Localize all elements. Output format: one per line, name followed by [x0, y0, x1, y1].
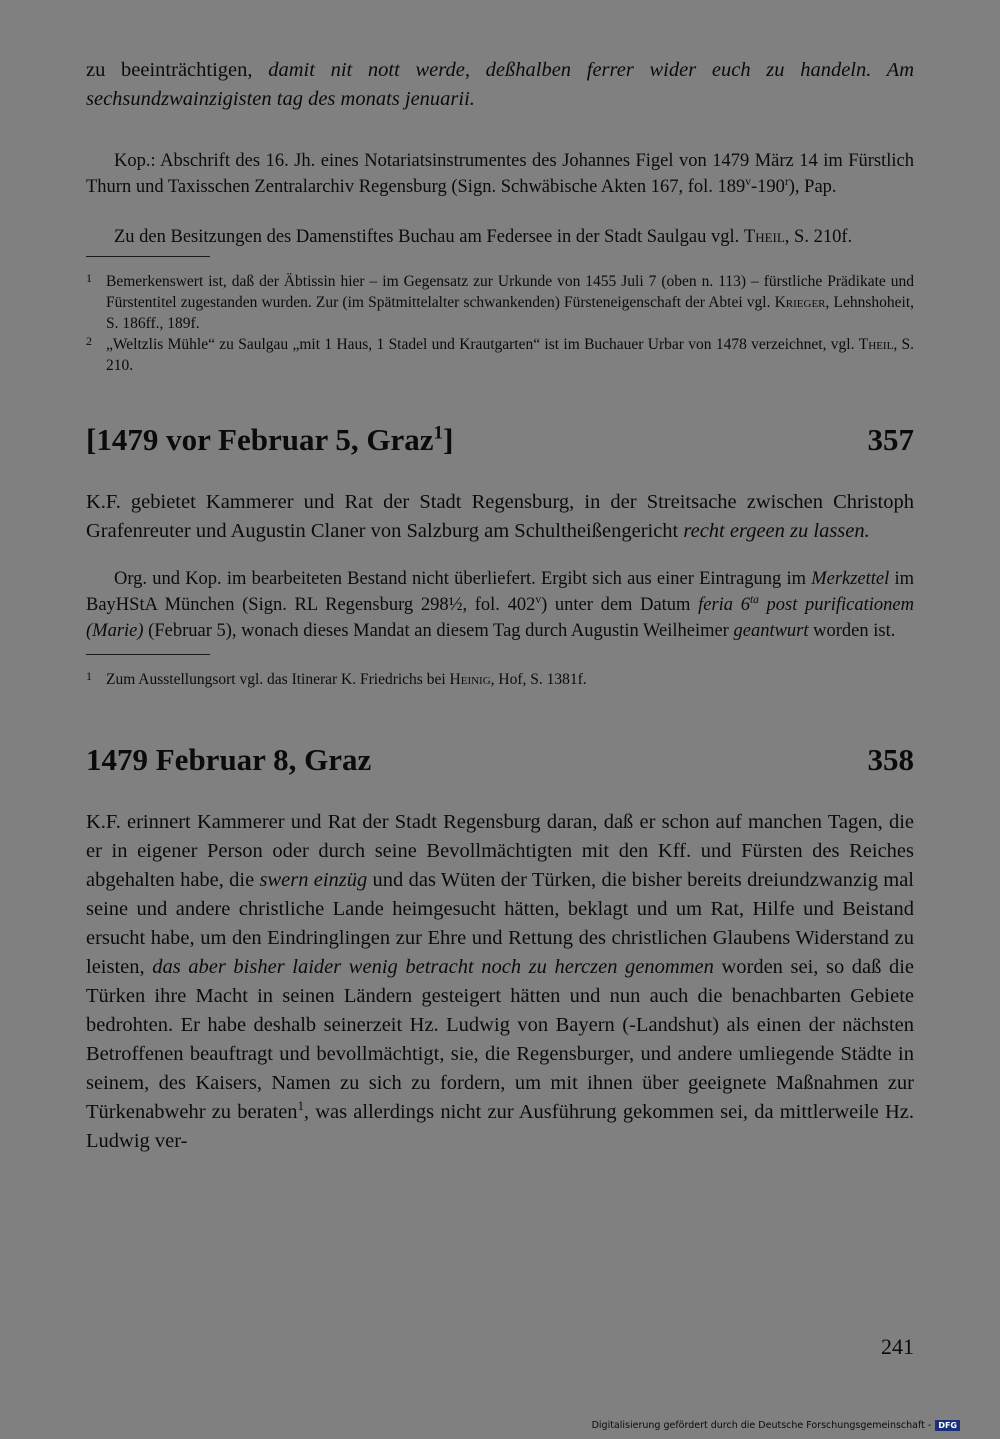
entry-358-regest: K.F. erinnert Kammerer und Rat der Stadt Regensburg daran, daß er schon auf manchen Tagen, die er in eigener Person oder durch seine Bevollmächtigten mit den Kff. und Fürsten des Reiches abgehalten habe, die swern einzüg und das Wüten der Türken, die bisher bereits dreiundzwanzig mal seine und andere christliche Lande heimgesucht hätten, beklagt und um Rat, Hilfe und Beistand ersucht habe, um den Eindringlingen zur Ehre und Rettung des christlichen Glaubens Widerstand zu leisten, das aber bisher laider wenig betracht noch zu herczen genommen worden sei, so daß die Türken ihre Macht in seinen Ländern gesteigert hätten und nun auch die benachbarten Gebiete bedrohten. Er habe deshalb seinerzeit Hz. Ludwig von Bayern (-Landshut) als einen der nächsten Betroffenen beauftragt und bevollmächtigt, sie, die Regensburger, und andere umliegende Städte in seinem, des Kaisers, Namen zu sich zu fordern, um mit ihnen über geeignete Maßnahmen zur Türkenabwehr zu beraten$^1$, was allerdings nicht zur Ausführung gekommen sei, da mittlerweile Hz. Ludwig ver- [86, 811, 915, 1152]
credit-text: Digitalisierung gefördert durch die Deutsche Forschungsgemeinschaft - [591, 1420, 932, 1431]
page-number: 241 [881, 1334, 914, 1359]
possessions-note: Zu den Besitzungen des Damenstiftes Buchau am Federsee in der Stadt Saulgau vgl. Theil, S. 210f. [114, 227, 853, 247]
footnote-rule [86, 654, 210, 655]
entry-357-date-place: [1479 vor Februar 5, Graz$^1$] [86, 422, 454, 457]
footnote-rule [86, 256, 210, 257]
entry-358-date-place: 1479 Februar 8, Graz [86, 742, 372, 777]
footnote-2: 2 „Weltzlis Mühle“ zu Saulgau „mit 1 Haus, 1 Stadel und Krautgarten“ ist im Buchauer Urbar von 1478 verzeichnet, vgl. Theil, S. 210. [86, 334, 915, 374]
entry-357-regest: K.F. gebietet Kammerer und Rat der Stadt Regensburg, in der Streitsache zwischen Christoph Grafenreuter und Augustin Claner von Salzburg am Schultheißengericht recht ergeen zu lassen. [86, 491, 914, 542]
entry-357-footnote: 1 Zum Ausstellungsort vgl. das Itinerar K. Friedrichs bei Heinig, Hof, S. 1381f. [86, 669, 587, 688]
continuation-text: zu beeinträchtigen, damit nit nott werde, deßhalben ferrer wider euch zu handeln. Am sechsundzwainzigisten tag des monats jenuarii. [86, 59, 915, 110]
entry-358-heading [86, 742, 914, 778]
entry-358-number: 358 [867, 742, 914, 777]
footnotes-previous [86, 271, 914, 376]
dfg-logo: DFG [935, 1420, 960, 1431]
entry-357-number: 357 [867, 422, 914, 457]
entry-357-heading [86, 422, 914, 458]
copy-note: Kop.: Abschrift des 16. Jh. eines Notariatsinstrumentes des Johannes Figel von 1479 März 14 im Fürstlich Thurn und Taxisschen Zentralarchiv Regensburg (Sign. Schwäbische Akten 167, fol. 189$^v$-190$^r$), Pap. [86, 151, 914, 197]
digitization-credit [592, 1420, 960, 1431]
page-content [86, 56, 914, 1156]
entry-357-tradition: Org. und Kop. im bearbeiteten Bestand nicht überliefert. Ergibt sich aus einer Eintragung im Merkzettel im BayHStA München (Sign. RL Regensburg 298½, fol. 402$^v$) unter dem Datum feria $6^{ta}$ post purificationem (Marie) (Februar 5), wonach dieses Mandat an diesem Tag durch Augustin Weilheimer geantwurt worden ist. [86, 569, 915, 641]
footnote-1: 1 Bemerkenswert ist, daß der Äbtissin hier – im Gegensatz zur Urkunde von 1455 Juli 7 (oben n. 113) – fürstliche Prädikate und Fürstentitel zugestanden wurden. Zur (im Spätmittelalter schwankenden) Fürsteneigenschaft der Abtei vgl. Krieger, Lehnshoheit, S. 186ff., 189f. [86, 271, 915, 332]
